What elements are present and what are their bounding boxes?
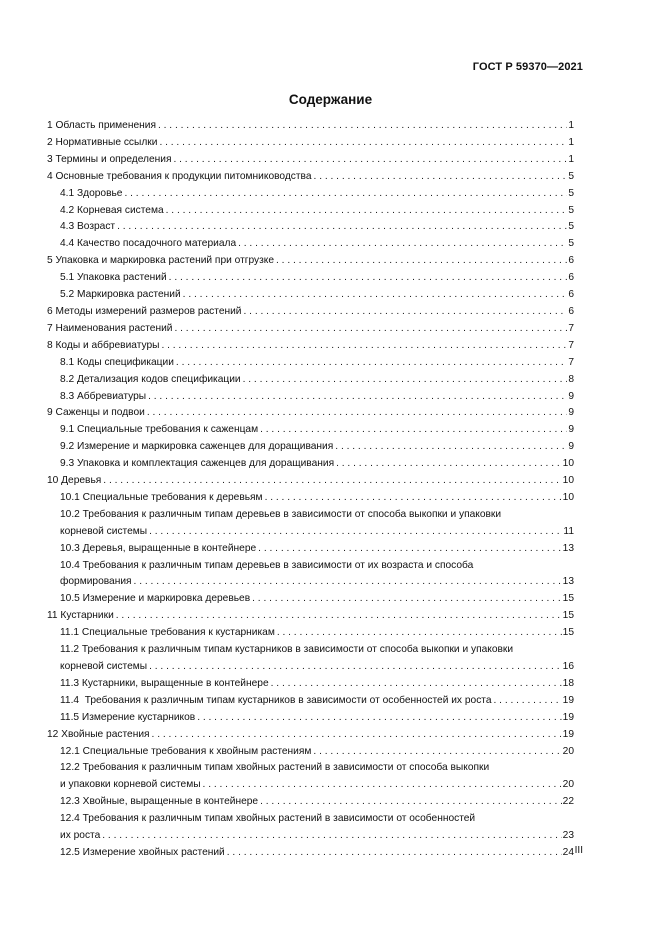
dot-leader bbox=[173, 152, 567, 169]
dot-leader bbox=[277, 625, 562, 642]
dot-leader bbox=[103, 473, 561, 490]
dot-leader bbox=[238, 236, 567, 253]
toc-entry-label: 11.4 Требования к различным типам кустарников в зависимости от особенностей их роста bbox=[60, 694, 492, 706]
toc-entry-label: 11.3 Кустарники, выращенные в контейнере bbox=[60, 677, 269, 689]
dot-leader bbox=[203, 777, 562, 794]
toc-page-number: 20 bbox=[562, 745, 574, 757]
toc-page-number: 9 bbox=[568, 424, 574, 436]
toc-entry-7[interactable] bbox=[47, 321, 574, 338]
toc-page-number: 9 bbox=[568, 390, 574, 402]
toc-page-number: 5 bbox=[568, 238, 574, 250]
toc-page-number: 5 bbox=[568, 187, 574, 199]
dot-leader bbox=[149, 524, 562, 541]
toc-entry-11[interactable] bbox=[47, 608, 574, 625]
toc-entry-label: 11 Кустарники bbox=[47, 610, 114, 622]
dot-leader bbox=[102, 828, 561, 845]
dot-leader bbox=[148, 389, 567, 406]
toc-page-number: 7 bbox=[568, 356, 574, 368]
dot-leader bbox=[336, 456, 562, 473]
toc-entry-label: 2 Нормативные ссылки bbox=[47, 136, 158, 148]
toc-entry-11-1[interactable] bbox=[47, 625, 574, 642]
toc-page-number: 19 bbox=[562, 694, 574, 706]
dot-leader bbox=[244, 304, 568, 321]
toc-entry-10[interactable] bbox=[47, 473, 574, 490]
dot-leader bbox=[494, 693, 562, 710]
toc-page-number: 15 bbox=[562, 627, 574, 639]
toc-entry-label: 10.2 Требования к различным типам деревьев в зависимости от способа выкопки и упаковки bbox=[60, 508, 502, 520]
toc-entry-8-1[interactable] bbox=[47, 355, 574, 372]
toc-entry-5-1[interactable] bbox=[47, 270, 574, 287]
toc-page-number: 9 bbox=[568, 407, 574, 419]
toc-entry-12[interactable] bbox=[47, 727, 574, 744]
toc-entry-label-cont: их роста bbox=[60, 830, 101, 842]
toc-page-number: 7 bbox=[568, 322, 574, 334]
toc-entry-label: 9 Саженцы и подвои bbox=[47, 407, 145, 419]
toc-entry-label: 8.2 Детализация кодов спецификации bbox=[60, 373, 241, 385]
dot-leader bbox=[314, 169, 568, 186]
toc-page-number: 5 bbox=[568, 204, 574, 216]
toc-entry-label: 11.5 Измерение кустарников bbox=[60, 711, 196, 723]
toc-page-number: 1 bbox=[568, 153, 574, 165]
dot-leader bbox=[117, 219, 567, 236]
toc-entry-8-2[interactable] bbox=[47, 372, 574, 389]
toc-entry-10-5[interactable] bbox=[47, 591, 574, 608]
toc-entry-12-3[interactable] bbox=[47, 794, 574, 811]
toc-entry-9-1[interactable] bbox=[47, 422, 574, 439]
dot-leader bbox=[116, 608, 562, 625]
dot-leader bbox=[252, 591, 562, 608]
toc-entry-9-2[interactable] bbox=[47, 439, 574, 456]
toc-entry-label-cont: формирования bbox=[60, 576, 132, 588]
toc-entry-5[interactable] bbox=[47, 253, 574, 270]
toc-page-number: 9 bbox=[568, 441, 574, 453]
toc-page-number: 5 bbox=[568, 221, 574, 233]
toc-entry-label: 6 Методы измерений размеров растений bbox=[47, 305, 242, 317]
toc-page-number: 20 bbox=[562, 779, 574, 791]
toc-entry-4-2[interactable] bbox=[47, 203, 574, 220]
toc-entry-6[interactable] bbox=[47, 304, 574, 321]
dot-leader bbox=[313, 744, 561, 761]
toc-entry-12-4[interactable] bbox=[47, 811, 574, 845]
dot-leader bbox=[227, 845, 562, 862]
toc-entry-label: 9.1 Специальные требования к саженцам bbox=[60, 424, 259, 436]
dot-leader bbox=[134, 574, 562, 591]
toc-entry-label: 5 Упаковка и маркировка растений при отгрузке bbox=[47, 255, 275, 267]
toc-entry-label: 10.5 Измерение и маркировка деревьев bbox=[60, 593, 251, 605]
toc-entry-4-3[interactable] bbox=[47, 219, 574, 236]
dot-leader bbox=[159, 135, 567, 152]
toc-page-number: 1 bbox=[568, 120, 574, 131]
toc-entry-label: 10.3 Деревья, выращенные в контейнере bbox=[60, 542, 257, 554]
toc-entry-12-5[interactable] bbox=[47, 845, 574, 862]
toc-page-number: 19 bbox=[562, 711, 574, 723]
toc-page-number: 6 bbox=[568, 289, 574, 301]
toc-entry-label-cont: и упаковки корневой системы bbox=[60, 779, 201, 791]
toc-page-number: 15 bbox=[562, 610, 574, 622]
toc-page-number: 10 bbox=[562, 491, 574, 503]
toc-entry-label: 12.4 Требования к различным типам хвойных растений в зависимости от особенностей bbox=[60, 813, 476, 825]
toc-entry-label: 12 Хвойные растения bbox=[47, 728, 150, 740]
toc-page-number: 7 bbox=[568, 339, 574, 351]
toc-entry-11-2[interactable] bbox=[47, 642, 574, 676]
toc-page-number: 8 bbox=[568, 373, 574, 385]
toc-entry-label: 9.2 Измерение и маркировка саженцев для доращивания bbox=[60, 441, 334, 453]
toc-entry-10-2[interactable] bbox=[47, 507, 574, 541]
dot-leader bbox=[161, 338, 567, 355]
toc-entry-4[interactable] bbox=[47, 169, 574, 186]
toc-entry-label: 8.1 Коды спецификации bbox=[60, 356, 174, 368]
toc-page-number: 18 bbox=[562, 677, 574, 689]
toc-entry-label: 11.1 Специальные требования к кустарникам bbox=[60, 627, 275, 639]
toc-entry-12-1[interactable] bbox=[47, 744, 574, 761]
toc-entry-9[interactable] bbox=[47, 405, 574, 422]
toc-page-number: 22 bbox=[562, 796, 574, 808]
toc-entry-10-3[interactable] bbox=[47, 541, 574, 558]
dot-leader bbox=[169, 270, 568, 287]
toc-entry-8-3[interactable] bbox=[47, 389, 574, 406]
toc-entry-label: 9.3 Упаковка и комплектация саженцев для доращивания bbox=[60, 458, 335, 470]
dot-leader bbox=[197, 710, 561, 727]
toc-entry-5-2[interactable] bbox=[47, 287, 574, 304]
dot-leader bbox=[335, 439, 567, 456]
dot-leader bbox=[176, 355, 567, 372]
doc-number: ГОСТ Р 59370—2021 bbox=[472, 61, 583, 73]
toc-entry-label: 4.3 Возраст bbox=[60, 221, 116, 233]
toc-entry-label: 4.4 Качество посадочного материала bbox=[60, 238, 237, 250]
toc-page-number: 23 bbox=[562, 830, 574, 842]
toc-entry-label: 8 Коды и аббревиатуры bbox=[47, 339, 160, 351]
toc-entry-label: 12.2 Требования к различным типам хвойных растений в зависимости от способа выкопки bbox=[60, 762, 490, 774]
toc-entry-9-3[interactable] bbox=[47, 456, 574, 473]
toc-entry-label-cont: корневой системы bbox=[60, 661, 148, 672]
toc-entry-3[interactable] bbox=[47, 152, 574, 169]
toc-entry-label: 12.5 Измерение хвойных растений bbox=[60, 846, 225, 858]
toc-entry-4-1[interactable] bbox=[47, 186, 574, 203]
dot-leader bbox=[265, 490, 562, 507]
dot-leader bbox=[174, 321, 567, 338]
toc-entry-label: 5.2 Маркировка растений bbox=[60, 289, 181, 301]
toc-entry-label: 3 Термины и определения bbox=[47, 153, 172, 165]
toc-entry-11-5[interactable] bbox=[47, 710, 574, 727]
toc-entry-1[interactable] bbox=[47, 118, 574, 135]
toc-entry-label: 5.1 Упаковка растений bbox=[60, 272, 167, 284]
toc-entry-label: 1 Область применения bbox=[47, 120, 156, 131]
toc-entry-11-3[interactable] bbox=[47, 676, 574, 693]
toc-entry-label: 7 Наименования растений bbox=[47, 322, 173, 334]
dot-leader bbox=[260, 794, 562, 811]
dot-leader bbox=[158, 118, 567, 135]
toc-entry-label: 10.4 Требования к различным типам деревьев в зависимости от их возраста и способа bbox=[60, 559, 474, 571]
toc-entry-label: 11.2 Требования к различным типам кустарников в зависимости от способа выкопки и упаковки bbox=[60, 644, 514, 656]
page-number-roman: III bbox=[574, 845, 583, 856]
toc-page-number: 15 bbox=[562, 593, 574, 605]
toc-page-number: 24 bbox=[562, 846, 574, 858]
toc-page-number: 5 bbox=[568, 170, 574, 182]
toc-entry-12-2[interactable] bbox=[47, 760, 574, 794]
toc-entry-11-4[interactable] bbox=[47, 693, 574, 710]
toc-entry-10-1[interactable] bbox=[47, 490, 574, 507]
toc-entry-label: 4.1 Здоровье bbox=[60, 187, 123, 199]
toc-entry-10-4[interactable] bbox=[47, 558, 574, 592]
toc-entry-4-4[interactable] bbox=[47, 236, 574, 253]
toc-page-number: 10 bbox=[562, 475, 574, 487]
dot-leader bbox=[183, 287, 568, 304]
toc-page-number: 1 bbox=[568, 136, 574, 148]
page-title: Содержание bbox=[288, 92, 373, 107]
toc-entry-label-cont: корневой системы bbox=[60, 525, 148, 537]
dot-leader bbox=[149, 659, 562, 676]
toc-entry-label: 12.3 Хвойные, выращенные в контейнере bbox=[60, 796, 259, 808]
dot-leader bbox=[243, 372, 568, 389]
dot-leader bbox=[166, 203, 568, 220]
toc-entry-label: 4 Основные требования к продукции питомниководства bbox=[47, 170, 312, 182]
toc-page-number: 13 bbox=[562, 576, 574, 588]
toc-page-number: 10 bbox=[562, 458, 574, 470]
dot-leader bbox=[258, 541, 561, 558]
dot-leader bbox=[276, 253, 567, 270]
dot-leader bbox=[147, 405, 568, 422]
toc-entry-label: 10.1 Специальные требования к деревьям bbox=[60, 491, 263, 503]
dot-leader bbox=[152, 727, 562, 744]
toc-page-number: 6 bbox=[568, 305, 574, 317]
toc-page-number: 13 bbox=[562, 542, 574, 554]
toc-entry-2[interactable] bbox=[47, 135, 574, 152]
toc-entry-label: 4.2 Корневая система bbox=[60, 204, 164, 216]
dot-leader bbox=[260, 422, 567, 439]
toc-page-number: 6 bbox=[568, 255, 574, 267]
toc-page-number: 19 bbox=[562, 728, 574, 740]
table-of-contents bbox=[47, 118, 574, 862]
toc-page-number: 6 bbox=[568, 272, 574, 284]
dot-leader bbox=[271, 676, 562, 693]
toc-page-number: 16 bbox=[562, 661, 574, 672]
dot-leader bbox=[124, 186, 567, 203]
toc-entry-8[interactable] bbox=[47, 338, 574, 355]
toc-entry-label: 10 Деревья bbox=[47, 475, 102, 487]
toc-entry-label: 12.1 Специальные требования к хвойным растениям bbox=[60, 745, 312, 757]
toc-entry-label: 8.3 Аббревиатуры bbox=[60, 390, 147, 402]
toc-page-number: 11 bbox=[563, 525, 574, 537]
